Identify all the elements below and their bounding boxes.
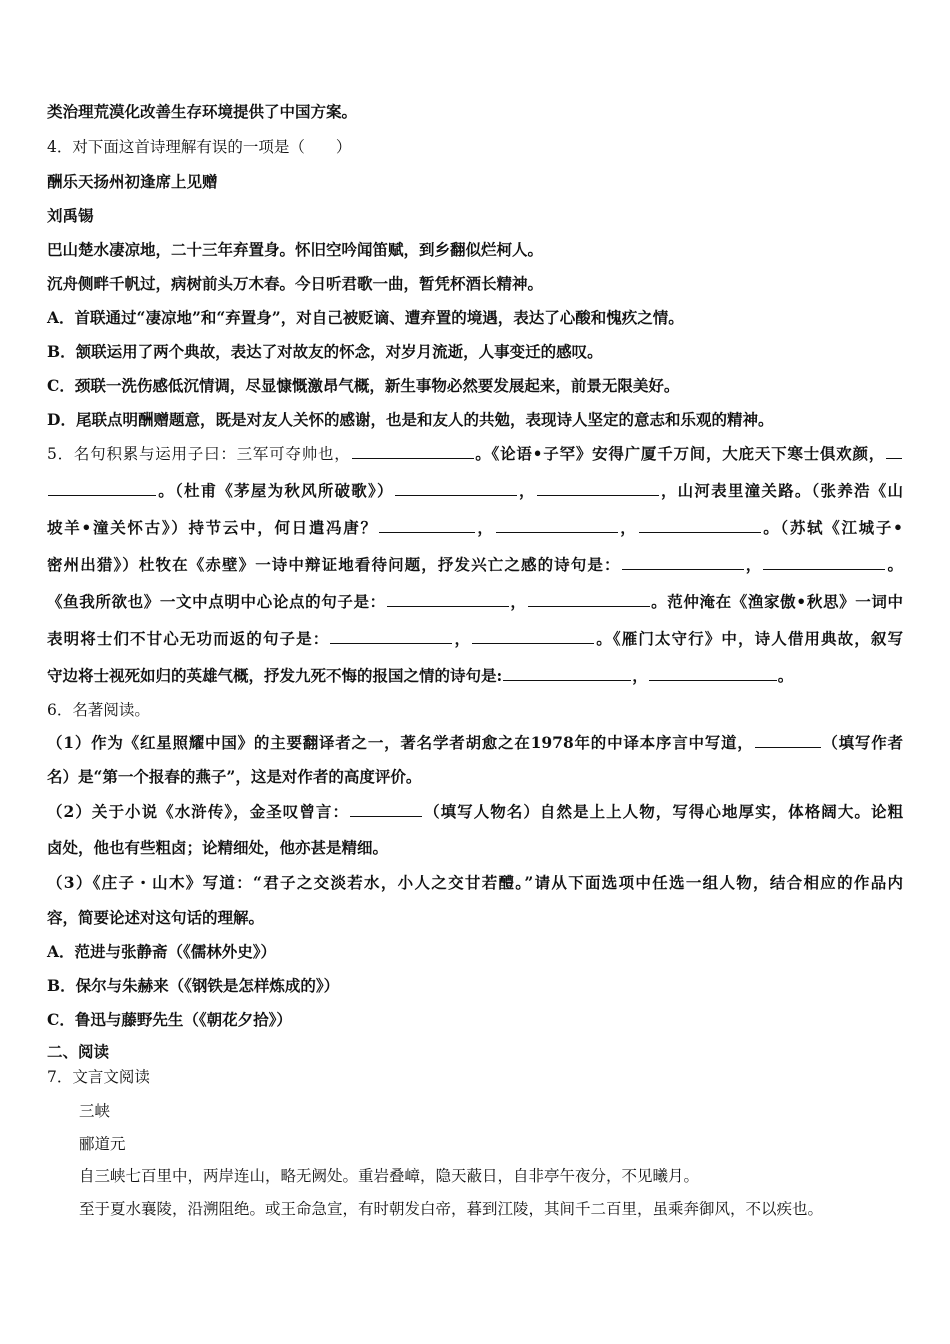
- q4-poem-author: 刘禹锡: [47, 206, 94, 225]
- q6-p1a: （1）作为《红星照耀中国》的主要翻译者之一，著名学者胡愈之在1978年的中译本序言中写道，: [47, 733, 754, 752]
- q6-p1b: （填写作者: [821, 733, 903, 752]
- q6-option-a: A．范进与张静斋（《儒林外史》）: [47, 942, 277, 961]
- q6-option-b: B．保尔与朱赫来（《钢铁是怎样炼成的》）: [47, 976, 340, 995]
- q5-line-4: [47, 555, 903, 575]
- q7-stem: 7．文言文阅读: [47, 1068, 150, 1086]
- q5-l3a: 坡羊•潼关怀古》）持节云中，何日遣冯唐？: [47, 518, 378, 537]
- q5-l6b: ，: [453, 629, 472, 648]
- q5-line-6: [47, 629, 903, 649]
- q5-l7a: 守边将士视死如归的英雄气概，抒发九死不悔的报国之情的诗句是:: [47, 666, 503, 685]
- q5-line-7: [47, 666, 793, 686]
- q6-stem: [47, 700, 150, 720]
- q4-option-c: C．颈联一洗伤感低沉情调，尽显慷慨激昂气概，新生事物必然要发展起来，前景无限美好。: [47, 376, 680, 395]
- q5-l4b: ，: [744, 555, 763, 574]
- q5-l5a: 《鱼我所欲也》一文中点明中心论点的句子是：: [47, 592, 386, 611]
- q5-l3b: ，: [475, 518, 495, 537]
- q4-poem-line-2: 沉舟侧畔千帆过，病树前头万木春。今日听君歌一曲，暂凭杯酒长精神。: [47, 274, 544, 293]
- q5-blank-1[interactable]: [352, 444, 474, 459]
- q5-blank-13[interactable]: [472, 629, 594, 644]
- q5-l5b: ，: [509, 592, 527, 611]
- q6-part-1-line-2: 名）是“第一个报春的燕子”，这是对作者的高度评价。: [47, 767, 422, 786]
- q3-tail-text: 类治理荒漠化改善生存环境提供了中国方案。: [47, 102, 358, 121]
- q6-part-3-line-1: （3）《庄子・山木》写道：“君子之交淡若水，小人之交甘若醴。”请从下面选项中任选一组人物，结合相应的作品内: [47, 873, 903, 892]
- q4-option-d: D．尾联点明酬赠题意，既是对友人关怀的感谢，也是和友人的共勉，表现诗人坚定的意志和乐观的精神。: [47, 410, 774, 429]
- q6-p2b: （填写人物名）自然是上上人物，写得心地厚实，体格阔大。论粗: [423, 802, 903, 821]
- q5-line-3: [47, 518, 903, 538]
- q6-stem-text: 6．名著阅读。: [47, 701, 150, 719]
- q5-blank-10[interactable]: [387, 592, 509, 607]
- q6-p2a: （2）关于小说《水浒传》，金圣叹曾言：: [47, 802, 350, 821]
- q5-l2c: ，山河表里潼关路。（张养浩《山: [659, 481, 903, 500]
- q7-paragraph-2: 至于夏水襄陵，沿溯阻绝。或王命急宣，有时朝发白帝，暮到江陵，其间千二百里，虽乘奔御风，不以疾也。: [79, 1200, 824, 1218]
- q5-blank-8[interactable]: [622, 555, 744, 570]
- q6-part-3-line-2: 容，简要论述对这句话的理解。: [47, 908, 265, 927]
- q4-option-a: A．首联通过“凄凉地”和“弃置身”，对自己被贬谪、遭弃置的境遇，表达了心酸和愧疚之情。: [47, 308, 684, 327]
- q7-text-title: 三峡: [79, 1102, 111, 1120]
- q5-number: 5．名句积累与运用子曰：三军可夺帅也，: [47, 445, 351, 463]
- q6-part-2-line-1: [47, 802, 903, 822]
- q5-blank-9[interactable]: [763, 555, 885, 570]
- q7-text-author: 郦道元: [79, 1135, 126, 1153]
- q5-blank-14[interactable]: [503, 666, 631, 681]
- q5-l2a: 。（杜甫《茅屋为秋风所破歌》）: [157, 481, 394, 500]
- q5-blank-5[interactable]: [379, 518, 475, 533]
- q5-l6c: 。《雁门太守行》中，诗人借用典故，叙写: [595, 629, 903, 648]
- q6-part-1-line-1: [47, 733, 903, 753]
- q5-blank-2a[interactable]: [886, 444, 902, 459]
- q7-paragraph-1: 自三峡七百里中，两岸连山，略无阙处。重岩叠嶂，隐天蔽日，自非亭午夜分，不见曦月。: [79, 1167, 700, 1185]
- q4-poem-line-1: 巴山楚水凄凉地，二十三年弃置身。怀旧空吟闻笛赋，到乡翻似烂柯人。: [47, 240, 544, 259]
- q6-blank-1[interactable]: [755, 733, 821, 748]
- q5-blank-12[interactable]: [330, 629, 452, 644]
- q5-line-5: [47, 592, 903, 612]
- q5-l1b: 。《论语•子罕》安得广厦千万间，大庇天下寒士俱欢颜，: [474, 444, 885, 463]
- q5-l4a: 密州出猎》）杜牧在《赤壁》一诗中辩证地看待问题，抒发兴亡之感的诗句是：: [47, 555, 621, 574]
- q5-l4c: 。: [886, 555, 903, 574]
- q4-option-b: B．颔联运用了两个典故，表达了对故友的怀念，对岁月流逝，人事变迁的感叹。: [47, 342, 603, 361]
- q4-stem-text: 4．对下面这首诗理解有误的一项是（ ）: [47, 138, 352, 156]
- q5-l2b: ，: [517, 481, 536, 500]
- q5-blank-6[interactable]: [496, 518, 618, 533]
- section-heading-reading: 二、阅读: [47, 1042, 110, 1061]
- q5-l6a: 表明将士们不甘心无功而返的句子是：: [47, 629, 330, 648]
- q5-l5c: 。范仲淹在《渔家傲•秋思》一词中: [650, 592, 903, 611]
- q5-blank-15[interactable]: [649, 666, 777, 681]
- q5-blank-11[interactable]: [528, 592, 650, 607]
- q6-blank-2[interactable]: [350, 802, 422, 817]
- q5-line-1: [47, 444, 903, 464]
- q5-l7c: 。: [777, 666, 794, 685]
- q6-part-2-line-2: 卤处，他也有些粗卤；论精细处，他亦甚是精细。: [47, 838, 389, 857]
- q5-blank-4[interactable]: [537, 481, 659, 496]
- q5-blank-7[interactable]: [639, 518, 761, 533]
- q5-blank-2b[interactable]: [48, 481, 156, 496]
- q5-l3c: ，: [618, 518, 638, 537]
- q4-poem-title: 酬乐天扬州初逢席上见赠: [47, 172, 218, 191]
- q5-l3d: 。（苏轼《江城子•: [761, 518, 903, 537]
- q5-blank-3[interactable]: [395, 481, 517, 496]
- q5-line-2: [47, 481, 903, 501]
- q4-stem: [47, 137, 351, 157]
- q5-l7b: ，: [632, 666, 648, 685]
- q6-option-c: C．鲁迅与藤野先生（《朝花夕拾》）: [47, 1010, 292, 1029]
